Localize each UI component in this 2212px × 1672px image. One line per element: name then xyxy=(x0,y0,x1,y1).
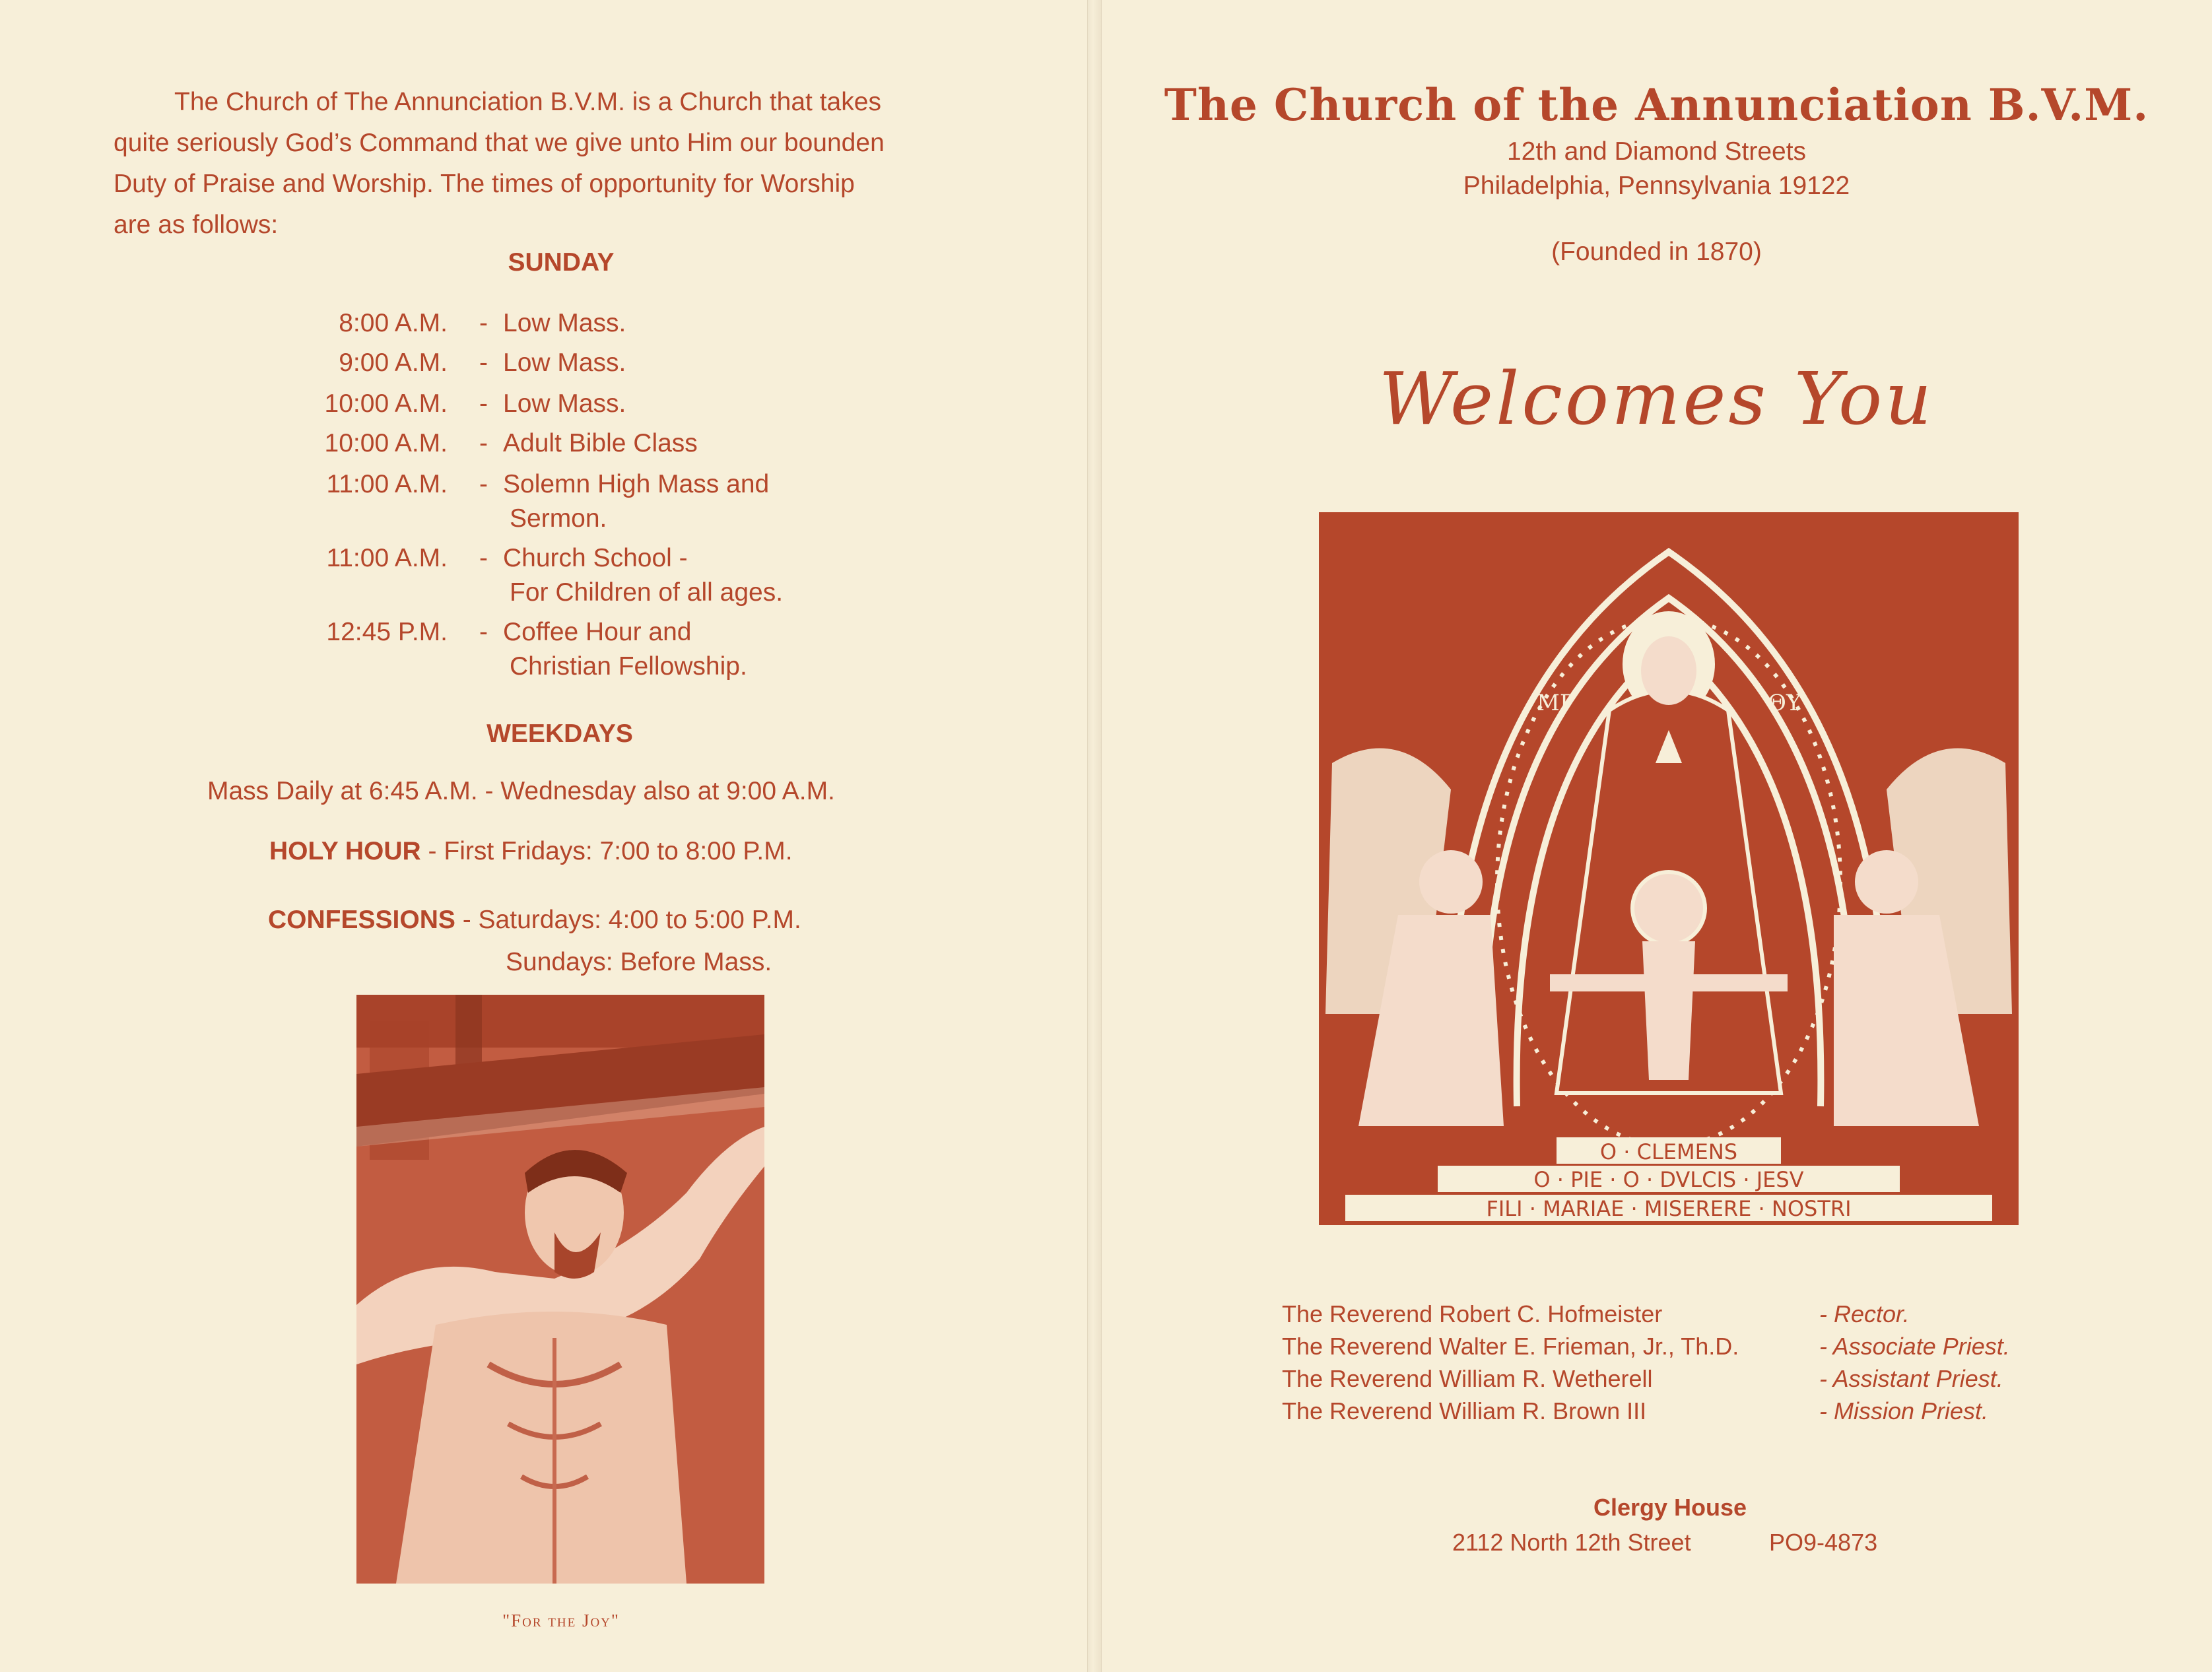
schedule-dash: - xyxy=(479,349,488,377)
schedule-text: Church School - xyxy=(503,544,688,572)
schedule-time: 11:00 A.M. xyxy=(326,544,448,572)
intro-paragraph xyxy=(114,82,1031,246)
schedule-dash: - xyxy=(479,389,488,418)
schedule-dash: - xyxy=(479,618,488,646)
clergy-name: The Reverend Robert C. Hofmeister xyxy=(1282,1300,1663,1327)
schedule-time: 9:00 A.M. xyxy=(339,349,448,377)
madonna-artwork xyxy=(1319,512,2019,1225)
crucifix-illustration xyxy=(356,995,764,1584)
clergy-house-phone: PO9-4873 xyxy=(1769,1529,1878,1556)
church-name-title: The Church of the Annunciation B.V.M. xyxy=(1164,79,2149,131)
schedule-text: Coffee Hour and xyxy=(503,618,692,646)
schedule-dash: - xyxy=(479,470,488,498)
mp-monogram: MP xyxy=(1537,690,1575,716)
schedule-dash: - xyxy=(479,309,488,337)
intro-line: are as follows: xyxy=(114,211,279,239)
welcome-title: Welcomes You xyxy=(1378,356,1935,441)
confessions-line xyxy=(268,906,801,935)
confessions-line-2: Sundays: Before Mass. xyxy=(506,948,772,976)
schedule-text: Christian Fellowship. xyxy=(510,652,747,681)
banner-line-2: O · PIE · O · DVLCIS · JESV xyxy=(1533,1167,1804,1192)
photo-caption: "For the Joy" xyxy=(502,1611,620,1630)
address-line-2: Philadelphia, Pennsylvania 19122 xyxy=(1463,172,1850,200)
schedule-text: Solemn High Mass and xyxy=(503,470,770,498)
schedule-text: For Children of all ages. xyxy=(510,578,784,607)
schedule-text: Low Mass. xyxy=(503,349,626,377)
schedule-time: 10:00 A.M. xyxy=(324,389,448,418)
clergy-name: The Reverend Walter E. Frieman, Jr., Th.D. xyxy=(1282,1333,1739,1360)
schedule-dash: - xyxy=(479,544,488,572)
clergy-title: - Associate Priest. xyxy=(1819,1333,2010,1360)
sunday-heading: SUNDAY xyxy=(508,248,615,277)
schedule-time: 12:45 P.M. xyxy=(326,618,448,646)
clergy-title: - Assistant Priest. xyxy=(1819,1365,2003,1392)
clergy-title: - Mission Priest. xyxy=(1819,1397,1989,1424)
intro-line: quite seriously God’s Command that we give unto Him our bounden xyxy=(114,129,885,157)
clergy-house-label: Clergy House xyxy=(1593,1494,1747,1521)
schedule-time: 8:00 A.M. xyxy=(339,309,448,337)
schedule-text: Adult Bible Class xyxy=(503,429,698,457)
banner-line-1: O · CLEMENS xyxy=(1599,1139,1738,1164)
holy-hour-label: HOLY HOUR xyxy=(269,837,421,865)
intro-line: The Church of The Annunciation B.V.M. is a Church that takes xyxy=(174,88,881,116)
madonna-illustration xyxy=(1319,512,2019,1225)
schedule-time: 11:00 A.M. xyxy=(326,470,448,498)
holy-hour-line xyxy=(269,837,793,866)
holy-hour-text: - First Fridays: 7:00 to 8:00 P.M. xyxy=(420,837,793,865)
clergy-name: The Reverend William R. Wetherell xyxy=(1282,1365,1653,1392)
clergy-house-street: 2112 North 12th Street xyxy=(1452,1529,1691,1556)
page-fold xyxy=(1088,0,1101,1672)
schedule-text: Sermon. xyxy=(510,504,607,533)
schedule-text: Low Mass. xyxy=(503,389,626,418)
address-line-1: 12th and Diamond Streets xyxy=(1506,137,1807,166)
oy-monogram: ΘY xyxy=(1768,690,1801,716)
founded-line: (Founded in 1870) xyxy=(1551,238,1762,266)
banner-line-3: FILI · MARIAE · MISERERE · NOSTRI xyxy=(1486,1196,1852,1221)
intro-line: Duty of Praise and Worship. The times of opportunity for Worship xyxy=(114,170,855,198)
weekday-mass-line: Mass Daily at 6:45 A.M. - Wednesday also at 9:00 A.M. xyxy=(207,777,835,805)
clergy-title: - Rector. xyxy=(1819,1300,1910,1327)
schedule-dash: - xyxy=(479,429,488,457)
confessions-label: CONFESSIONS xyxy=(268,906,455,934)
schedule-time: 10:00 A.M. xyxy=(324,429,448,457)
clergy-name: The Reverend William R. Brown III xyxy=(1282,1397,1647,1424)
confessions-text: - Saturdays: 4:00 to 5:00 P.M. xyxy=(455,906,801,934)
crucifix-photo xyxy=(356,995,764,1584)
schedule-text: Low Mass. xyxy=(503,309,626,337)
weekdays-heading: WEEKDAYS xyxy=(486,719,633,748)
